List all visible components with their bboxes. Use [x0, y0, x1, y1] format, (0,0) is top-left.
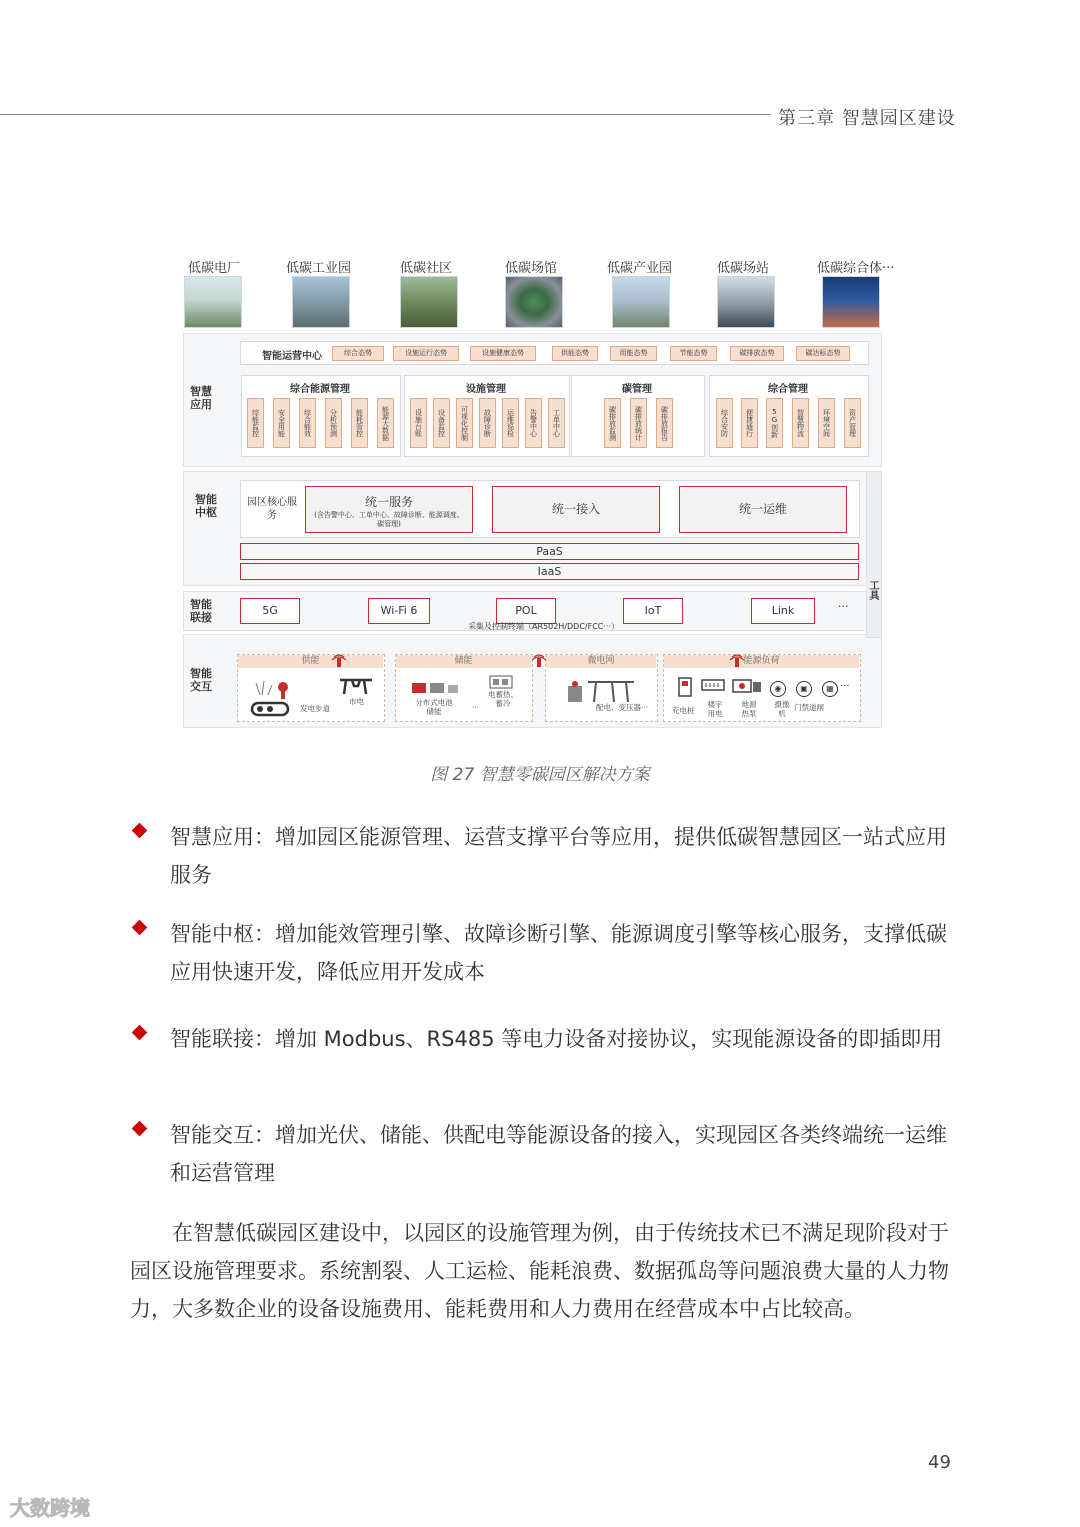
- conn-more: ···: [838, 600, 849, 613]
- watermark: 大数跨境: [10, 1496, 90, 1520]
- storage-label: 分布式电池储能: [415, 698, 453, 716]
- terminal-note: 采集及控制终端（AR502H/DDC/FCC···）: [468, 622, 620, 631]
- category-label: 低碳社区: [400, 261, 453, 276]
- app-item: 5G创新: [766, 398, 783, 448]
- app-item: 智慧物流: [792, 398, 809, 448]
- ops-chip: 节能态势: [670, 346, 717, 361]
- load-label: 摄像机: [774, 700, 790, 718]
- ops-chip: 设施运行态势: [393, 346, 459, 361]
- app-item: 碳排放统计: [630, 398, 647, 448]
- heat-storage-icon: [488, 674, 516, 690]
- signal-icon: [728, 654, 746, 668]
- transformer-icon: [566, 676, 640, 706]
- ops-chip: 设施健康态势: [470, 346, 536, 361]
- supply-label: 市电: [349, 697, 364, 706]
- load-bar: 能源负荷: [664, 655, 859, 668]
- load-label: 楼宇用电: [707, 700, 723, 718]
- storage-more: ···: [472, 703, 480, 712]
- interaction-layer-label: 智能交互: [190, 667, 212, 693]
- signal-icon: [330, 654, 348, 668]
- bullet-diamond-icon: [132, 823, 148, 839]
- bullet-diamond-icon: [132, 1025, 148, 1041]
- category-label: 低碳场馆: [505, 261, 558, 276]
- microgrid-bar: 微电网: [546, 655, 656, 668]
- unified-access-box: 统一接入: [492, 486, 660, 533]
- app-item: 设施台账: [410, 398, 427, 448]
- app-group-title: 碳管理: [622, 384, 652, 395]
- app-item: 综能监控: [247, 398, 264, 448]
- community-photo: [400, 276, 458, 328]
- station-photo: [717, 276, 775, 328]
- unified-service-note: (含告警中心、工单中心、故障诊断、能源调度、碳管理): [314, 511, 464, 528]
- bullet-item: [130, 915, 960, 991]
- unified-service-title: 统一服务: [364, 495, 413, 509]
- tools-bar: [866, 471, 882, 638]
- app-item: 安全用能: [273, 398, 290, 448]
- conn-5g: 5G: [240, 598, 300, 624]
- category-label: 低碳工业园: [286, 261, 352, 276]
- app-item: 便捷通行: [741, 398, 758, 448]
- tools-label: 工具: [867, 580, 878, 600]
- bullet-item: [130, 1020, 960, 1058]
- conn-pol: POL: [496, 598, 556, 624]
- app-group-title: 综合管理: [768, 384, 808, 395]
- signal-icon: [530, 654, 548, 668]
- connectivity-layer-label: 智能联接: [190, 598, 212, 624]
- conn-link: Link: [751, 598, 815, 624]
- app-layer-label: 智慧应用: [190, 385, 212, 411]
- body-paragraph: 在智慧低碳园区建设中，以园区的设施管理为例，由于传统技术已不满足现阶段对于园区设施管理要求。系统割裂、人工运检、能耗浪费、数据孤岛等问题浪费大量的人力物力，大多数企业的设备设施费用、能耗费用和人力费用在经营成本中占比较高。: [130, 1221, 949, 1321]
- conn-wifi6: Wi-Fi 6: [368, 598, 430, 624]
- figure-caption: 图 27 智慧零碳园区解决方案: [430, 765, 650, 785]
- chapter-title: 第三章 智慧园区建设: [778, 108, 956, 129]
- ops-chip: 碳达标态势: [796, 346, 850, 361]
- storage-label: 电蓄热、蓄冷: [488, 690, 518, 708]
- bullet-diamond-icon: [132, 1121, 148, 1137]
- bullet-text: 智能交互：增加光伏、储能、供配电等能源设备的接入，实现园区各类终端统一运维和运营管理: [170, 1123, 947, 1185]
- ops-chip: 用能态势: [610, 346, 657, 361]
- app-item: 能耗管控: [351, 398, 368, 448]
- app-group-title: 设施管理: [466, 384, 506, 395]
- access-control-icon: ▦: [822, 681, 838, 697]
- stadium-photo: [505, 276, 563, 328]
- core-services-label: 园区核心服务: [247, 497, 297, 521]
- wind-turbine-icon: [250, 675, 300, 720]
- unified-service-box: [305, 486, 473, 533]
- bullet-item: [130, 1116, 960, 1192]
- power-plant-photo: [184, 276, 242, 328]
- app-item: 碳排放监测: [604, 398, 621, 448]
- charging-pile-icon: [676, 676, 696, 698]
- category-label: 低碳电厂: [188, 261, 241, 276]
- app-item: 环境空间: [818, 398, 835, 448]
- supply-bar: 供能: [238, 655, 383, 668]
- bullet-diamond-icon: [132, 920, 148, 936]
- heat-pump-icon: [731, 678, 763, 694]
- app-item: 工单中心: [548, 398, 565, 448]
- ops-chip: 碳排放态势: [730, 346, 784, 361]
- storage-bar: 储能: [396, 655, 531, 668]
- industrial-zone-photo: [612, 276, 670, 328]
- ops-chip: 综合态势: [332, 346, 384, 361]
- app-item: 运维巡检: [502, 398, 519, 448]
- app-item: 综合能效: [299, 398, 316, 448]
- app-item: 能源大数据: [377, 398, 394, 448]
- building-power-icon: [700, 678, 726, 692]
- app-item: 综合安防: [716, 398, 733, 448]
- app-item: 分析预测: [325, 398, 342, 448]
- app-item: 告警中心: [525, 398, 542, 448]
- supply-label: 发电步道: [300, 704, 330, 713]
- header-rule: [0, 114, 770, 115]
- load-label: 门禁道闸: [794, 703, 824, 712]
- category-label: 低碳综合体···: [817, 261, 895, 276]
- ops-chip: 供能态势: [552, 346, 598, 361]
- app-item: 资产管理: [844, 398, 861, 448]
- load-more: ···: [840, 681, 850, 692]
- app-item: 碳排放报告: [656, 398, 673, 448]
- industrial-park-photo: [292, 276, 350, 328]
- gate-icon: ▣: [796, 681, 812, 697]
- app-item: 故障诊断: [479, 398, 496, 448]
- hub-layer-label: 智能中枢: [195, 493, 217, 519]
- power-tower-icon: [336, 676, 376, 696]
- app-item: 可视化控制: [456, 398, 473, 448]
- complex-photo: [822, 276, 880, 328]
- page-number: 49: [928, 1452, 951, 1473]
- app-item: 设备监控: [433, 398, 450, 448]
- category-label: 低碳产业园: [607, 261, 673, 276]
- load-label: 地源热泵: [741, 700, 757, 718]
- bullet-item: [130, 818, 960, 894]
- unified-om-box: 统一运维: [679, 486, 847, 533]
- app-group-title: 综合能源管理: [290, 384, 350, 395]
- category-label: 低碳场站: [717, 261, 770, 276]
- ops-center-title: 智能运营中心: [262, 351, 322, 362]
- paas-bar: PaaS: [240, 543, 859, 560]
- bullet-text: 智慧应用：增加园区能源管理、运营支撑平台等应用，提供低碳智慧园区一站式应用服务: [170, 825, 947, 887]
- load-label: 充电桩: [672, 706, 695, 715]
- grid-label: 配电、变压器···: [596, 703, 649, 712]
- camera-icon: ◉: [770, 681, 786, 697]
- bullet-text: 智能联接：增加 Modbus、RS485 等电力设备对接协议，实现能源设备的即插即用: [170, 1027, 943, 1051]
- iaas-bar: IaaS: [240, 563, 859, 580]
- conn-iot: IoT: [623, 598, 683, 624]
- bullet-text: 智能中枢：增加能效管理引擎、故障诊断引擎、能源调度引擎等核心服务，支撑低碳应用快速开发，降低应用开发成本: [170, 922, 947, 984]
- battery-icon: [410, 680, 460, 696]
